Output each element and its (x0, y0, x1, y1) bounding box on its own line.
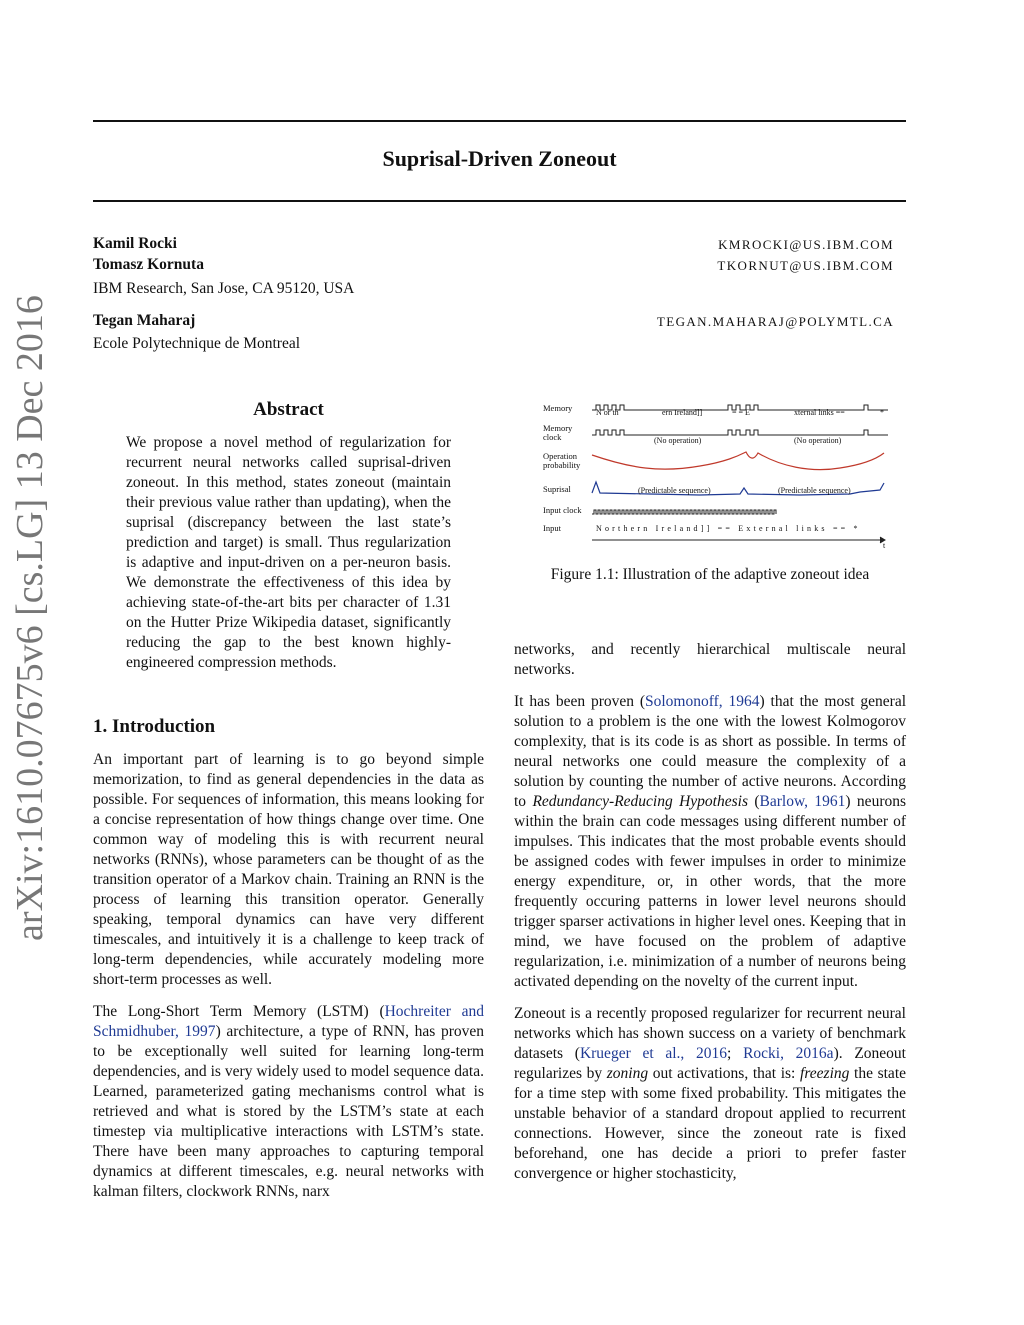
memory-chars-4: xternal links == (794, 408, 845, 417)
row-label-memory-clock: Memory clock (543, 423, 573, 442)
memory-chars-2: ern Ireland]] (662, 408, 703, 417)
right-column-body (514, 640, 906, 1196)
top-rule (93, 120, 906, 122)
citation-hochreiter[interactable]: Hochreiter and Schmidhuber, 1997 (93, 1003, 484, 1040)
title-rule (93, 200, 906, 202)
abstract-heading: Abstract (253, 399, 324, 420)
author-email-2: TKORNUT@US.IBM.COM (717, 258, 894, 273)
row-label-input: Input (543, 523, 561, 533)
row-label-input-clock: Input clock (543, 505, 582, 515)
no-operation-label-1: (No operation) (654, 436, 702, 445)
author-email-1: KMROCKI@US.IBM.COM (718, 237, 894, 252)
row-label-memory: Memory (543, 403, 573, 413)
affiliation-1: IBM Research, San Jose, CA 95120, USA (93, 280, 355, 297)
predictable-label-1: (Predictable sequence) (638, 486, 711, 495)
figure-adaptive-zoneout (540, 398, 890, 550)
arxiv-side-label: arXiv:1610.07675v6 [cs.LG] 13 Dec 2016 (9, 295, 51, 941)
citation-rocki[interactable]: Rocki, 2016a (743, 1045, 834, 1062)
right-paragraph-2: It has been proven (Solomonoff, 1964) that the most general solution to a problem is the one with the lowest Kolmogorov complexity, that is its code is as short as possible. In terms of neural networks one could measure the complexity of a solution by counting the number of active neurons. According to Redundancy-Reducing Hypothesis (Barlow, 1961) neurons within the brain can code messages using different number of impulses. This indicates that the most probable events should be assigned codes with fewer impulses in order to minimize energy expenditure, or, in other words, that the more frequently occuring patterns in lower level neurons should trigger sparser activations in higher level ones. Keeping that in mind, we have focused on the problem of adaptive regularization, i.e. minimization of a number of neurons being activated depending on the novelty of the current input. (514, 693, 907, 990)
affiliation-2: Ecole Polytechnique de Montreal (93, 335, 301, 352)
right-paragraph-1: networks, and recently hierarchical multiscale neural networks. (514, 641, 906, 678)
input-sequence: N o r t h e r n I r e l a n d ] ] = = E x t e r n a l l i n k s = = * (596, 524, 859, 533)
figure-caption: Figure 1.1: Illustration of the adaptive zoneout idea (550, 566, 870, 583)
input-clock-line (592, 510, 776, 514)
time-axis-label: t (883, 541, 886, 550)
section-heading: 1. Introduction (93, 716, 216, 737)
predictable-label-2: (Predictable sequence) (778, 486, 851, 495)
citation-barlow[interactable]: Barlow, 1961 (759, 793, 846, 810)
row-label-operation-probability: Operation probability (543, 451, 581, 470)
paper-title: Suprisal-Driven Zoneout (382, 146, 617, 171)
intro-paragraph-lstm: The Long-Short Term Memory (LSTM) (Hochreiter and Schmidhuber, 1997) architecture, a type of RNN, has proven to be exceptionally well suited for learning long-term dependencies, and is very widely used to model sequence data. Learned, parameterized gating mechanisms control what is retrieved and what is stored by the LSTM’s state at each timestep via multiplicative interactions with LSTM’s state. There have been many approaches to capturing temporal dynamics at different timescales, e.g. neural networks with kalman filters, clockwork RNNs, narx (93, 1003, 484, 1200)
memory-chars-3: = = E (732, 408, 750, 417)
citation-solomonoff[interactable]: Solomonoff, 1964 (645, 693, 760, 710)
author-name-3: Tegan Maharaj (93, 312, 196, 329)
memory-chars-1: N or th (596, 408, 619, 417)
row-label-suprisal: Suprisal (543, 484, 571, 494)
memory-clock-line (592, 430, 888, 435)
left-column-body (93, 750, 484, 1214)
no-operation-label-2: (No operation) (794, 436, 842, 445)
citation-krueger[interactable]: Krueger et al., 2016 (579, 1045, 728, 1062)
memory-chars-5: * (880, 408, 884, 417)
operation-probability-curve (592, 452, 884, 470)
author-email-3: TEGAN.MAHARAJ@POLYMTL.CA (656, 314, 894, 329)
author-name-1: Kamil Rocki (93, 235, 177, 252)
intro-paragraph-1: An important part of learning is to go beyond simple memorization, to find as general dependencies in the data as possible. For sequences of information, this means looking for a concise representation of how things change over time. One common way of modeling this is with recurrent neural networks (RNNs), whose parameters can be thought of as the transition operator of a Markov chain. Training an RNN is the process of learning this transition operator. Generally speaking, temporal dynamics can have very different timescales, and intuitively it is a challenge to keep track of long-term dependencies, while accurately modeling more short-term processes as well. (93, 751, 484, 988)
abstract-text: We propose a novel method of regularization for recurrent neural networks called suprisal-driven zoneout. In this method, states zoneout (maintain their previous value rather than updating), when the suprisal (discrepancy between the last state’s prediction and target) is small. Thus regularization is adaptive and input-driven on a per-neuron basis. We demonstrate the effectiveness of this idea by achieving state-of-the-art bits per character of 1.31 on the Hutter Prize Wikipedia dataset, significantly reducing the gap to the best known highly-engineered compression methods. (126, 434, 451, 671)
right-paragraph-3: Zoneout is a recently proposed regularizer for recurrent neural networks which has shown success on a variety of benchmark datasets (Krueger et al., 2016; Rocki, 2016a). Zoneout regularizes by zoning out activations, that is: freezing the state for a time step with some fixed probability. This mitigates the unstable behavior of a standard dropout applied to recurrent connections. However, since the zoneout rate is fixed beforehand, one has decide a priori to prefer faster convergence or higher stochasticity, (514, 1005, 907, 1182)
author-name-2: Tomasz Kornuta (93, 256, 204, 273)
